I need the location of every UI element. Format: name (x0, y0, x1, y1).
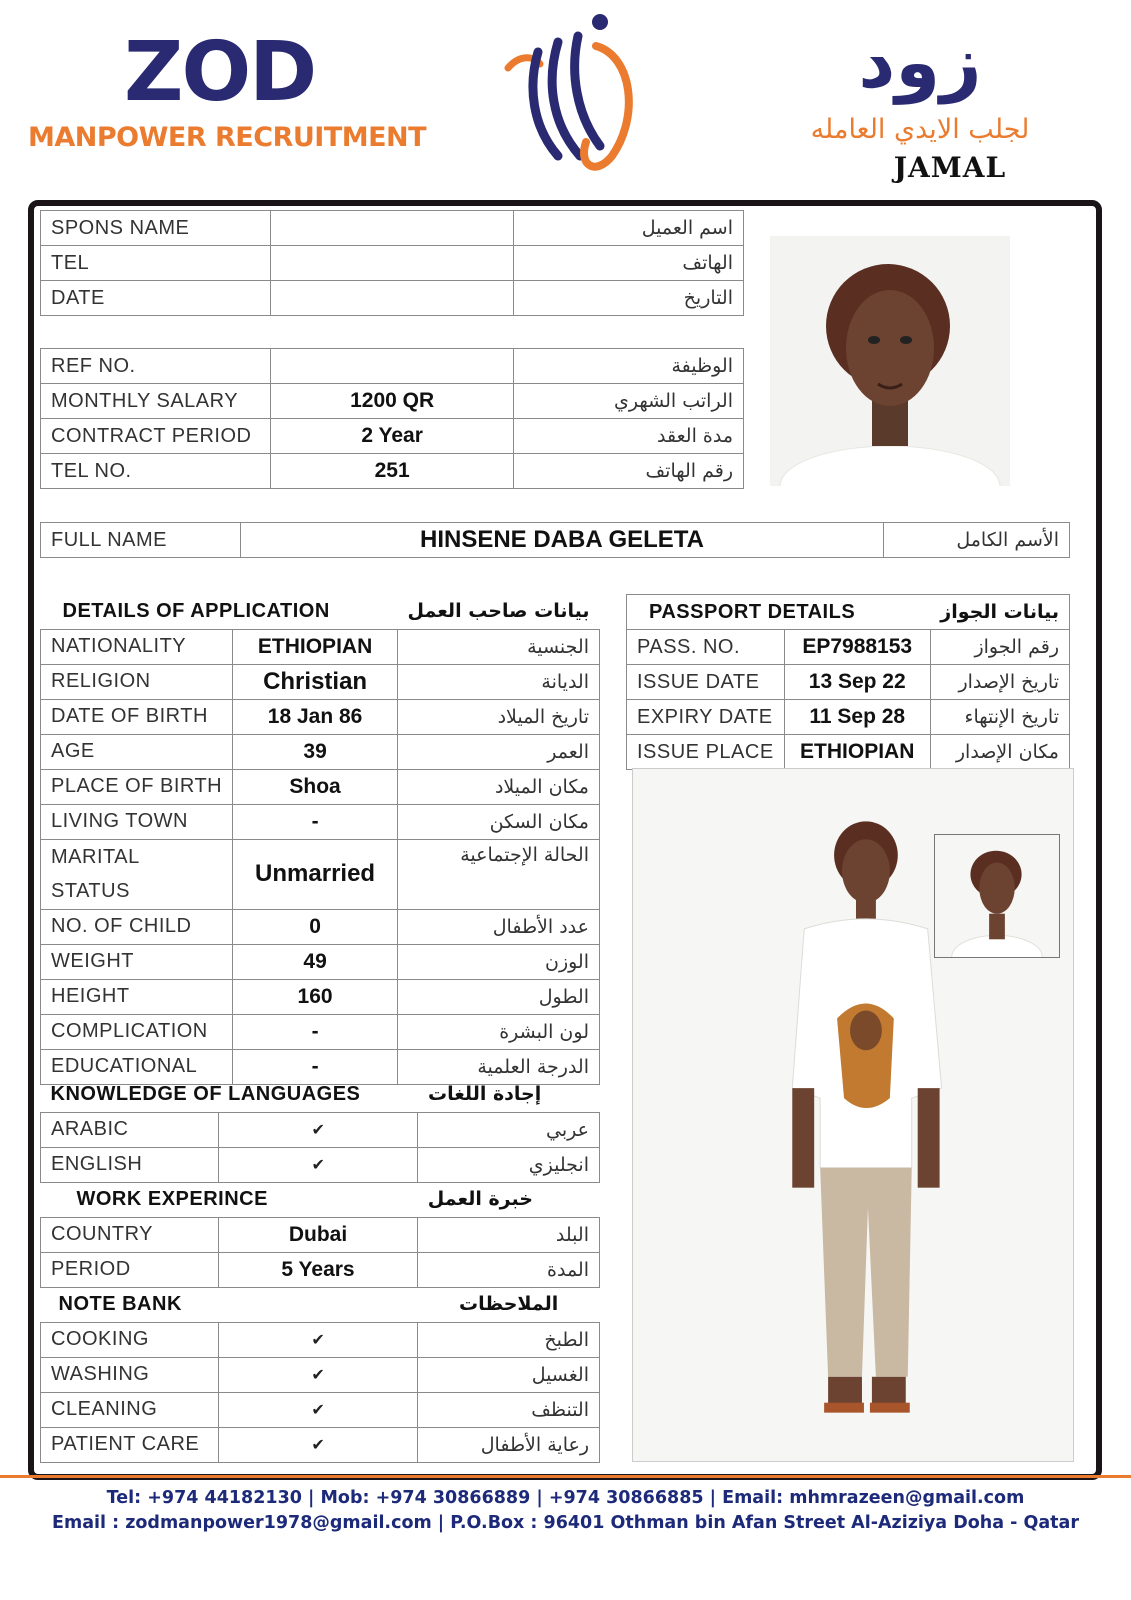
table-row (41, 734, 600, 769)
row-label-ar: مكان السكن (398, 804, 600, 839)
row-value: EP7988153 (784, 630, 930, 665)
row-label: CLEANING (41, 1392, 219, 1427)
section-header (627, 595, 1070, 630)
row-value (270, 349, 513, 384)
table-row (41, 349, 744, 384)
brand-en-subtitle: MANPOWER RECRUITMENT (28, 122, 427, 153)
row-label: NO. OF CHILD (41, 909, 233, 944)
row-value (270, 281, 513, 316)
table-row (41, 454, 744, 489)
check-icon: ✔ (218, 1427, 417, 1462)
application-title: DETAILS OF APPLICATION (62, 599, 330, 622)
row-value: 2 Year (270, 419, 513, 454)
row-label: SPONS NAME (41, 211, 271, 246)
footer-address-line: Email : zodmanpower1978@gmail.com | P.O.Box : 96401 Othman bin Afan Street Al-Aziziya Doha - Qatar (52, 1513, 1079, 1533)
table-row (41, 1392, 600, 1427)
row-label-ar: انجليزي (418, 1147, 600, 1182)
check-icon: ✔ (218, 1392, 417, 1427)
row-label-ar: عربي (418, 1112, 600, 1147)
row-label: AGE (41, 734, 233, 769)
row-label-ar: عدد الأطفال (398, 909, 600, 944)
table-row (41, 944, 600, 979)
languages-title-ar: إجادة اللغات (427, 1083, 542, 1106)
row-value: Christian (233, 664, 398, 699)
row-label: ISSUE DATE (627, 665, 785, 700)
row-label: ARABIC (41, 1112, 219, 1147)
languages-table (40, 1077, 600, 1183)
check-icon: ✔ (218, 1322, 417, 1357)
row-label: TEL (41, 246, 271, 281)
row-label-ar: اسم العميل (514, 211, 744, 246)
table-row (41, 523, 1070, 558)
row-label: COOKING (41, 1322, 219, 1357)
table-row (41, 1427, 600, 1462)
brand-en-title: ZOD (124, 25, 316, 120)
notes-table (40, 1287, 600, 1463)
table-row (41, 804, 600, 839)
check-icon: ✔ (218, 1147, 418, 1182)
row-value: ETHIOPIAN (233, 629, 398, 664)
brand-person-name: JAMAL (893, 151, 1007, 184)
table-row (41, 281, 744, 316)
row-label-ar: الغسيل (418, 1357, 600, 1392)
row-value: Shoa (233, 769, 398, 804)
row-value: 0 (233, 909, 398, 944)
row-value: 160 (233, 979, 398, 1014)
table-row (41, 246, 744, 281)
row-label-ar: الهاتف (514, 246, 744, 281)
row-label: HEIGHT (41, 979, 233, 1014)
row-label: NATIONALITY (41, 629, 233, 664)
table-row (41, 909, 600, 944)
table-row (41, 211, 744, 246)
portrait-photo (770, 236, 1010, 486)
row-value: 5 Years (218, 1252, 418, 1287)
row-label-ar: الطول (398, 979, 600, 1014)
brand-en-logo (28, 25, 427, 153)
section-header (41, 1287, 600, 1322)
full-name-value: HINSENE DABA GELETA (240, 523, 883, 558)
row-label-ar: البلد (418, 1217, 600, 1252)
row-label-ar: الجنسية (398, 629, 600, 664)
row-label: MONTHLY SALARY (41, 384, 271, 419)
row-value: 39 (233, 734, 398, 769)
brand-ar-title: زود (858, 20, 982, 104)
table-row (41, 1112, 600, 1147)
table-row (627, 700, 1070, 735)
row-value: - (233, 1049, 398, 1084)
row-label-ar: الحالة الإجتماعية (398, 839, 600, 909)
table-row (41, 629, 600, 664)
passport-title-ar: بيانات الجواز (930, 595, 1069, 630)
passport-photo (934, 834, 1060, 958)
section-header (41, 1077, 600, 1112)
check-icon: ✔ (218, 1112, 418, 1147)
section-header (41, 1182, 600, 1217)
table-row (41, 1147, 600, 1182)
table-row (41, 699, 600, 734)
row-label-ar: العمر (398, 734, 600, 769)
full-name-table (40, 522, 1070, 558)
experience-title: WORK EXPERINCE (76, 1187, 268, 1210)
table-row (627, 735, 1070, 770)
row-label: WASHING (41, 1357, 219, 1392)
table-row (41, 1357, 600, 1392)
row-value: - (233, 804, 398, 839)
passport-table (626, 594, 1070, 770)
row-value: - (233, 1014, 398, 1049)
table-row (41, 419, 744, 454)
row-label: COMPLICATION (41, 1014, 233, 1049)
sponsor-table (40, 210, 744, 316)
row-label: DATE OF BIRTH (41, 699, 233, 734)
row-label-ar: تاريخ الميلاد (398, 699, 600, 734)
row-label: WEIGHT (41, 944, 233, 979)
footer-contact-line: Tel: +974 44182130 | Mob: +974 30866889 | +974 30866885 | Email: mhmrazeen@gmail.com (106, 1488, 1025, 1508)
row-label-ar: التاريخ (514, 281, 744, 316)
row-label-ar: التنظف (418, 1392, 600, 1427)
passport-title: PASSPORT DETAILS (627, 595, 931, 630)
row-label: PASS. NO. (627, 630, 785, 665)
table-row (627, 665, 1070, 700)
row-label: DATE (41, 281, 271, 316)
languages-title: KNOWLEDGE OF LANGUAGES (50, 1082, 361, 1105)
table-row (41, 1217, 600, 1252)
table-row (41, 384, 744, 419)
row-label: ENGLISH (41, 1147, 219, 1182)
row-label: CONTRACT PERIOD (41, 419, 271, 454)
row-value: 251 (270, 454, 513, 489)
contract-table (40, 348, 744, 489)
experience-table (40, 1182, 600, 1288)
table-row (41, 979, 600, 1014)
row-label: PERIOD (41, 1252, 219, 1287)
table-row (41, 1322, 600, 1357)
row-label-ar: الراتب الشهري (514, 384, 744, 419)
row-label-ar: مدة العقد (514, 419, 744, 454)
row-label-ar: رقم الهاتف (514, 454, 744, 489)
row-label: RELIGION (41, 664, 233, 699)
row-label-ar: مكان الميلاد (398, 769, 600, 804)
cv-frame (28, 200, 1102, 1480)
row-value: Dubai (218, 1217, 418, 1252)
row-label: EDUCATIONAL (41, 1049, 233, 1084)
row-value: 49 (233, 944, 398, 979)
table-row (41, 1014, 600, 1049)
row-value: 18 Jan 86 (233, 699, 398, 734)
application-table (40, 594, 600, 1085)
row-label: MARITAL STATUS (41, 839, 233, 909)
footer-divider (0, 1475, 1131, 1478)
row-label-ar: تاريخ الإصدار (930, 665, 1069, 700)
experience-title-ar: خبرة العمل (427, 1188, 533, 1211)
row-label-ar: تاريخ الإنتهاء (930, 700, 1069, 735)
row-value: Unmarried (233, 839, 398, 909)
row-label-ar: رقم الجواز (930, 630, 1069, 665)
row-label: COUNTRY (41, 1217, 219, 1252)
row-label: EXPIRY DATE (627, 700, 785, 735)
row-label-ar: الديانة (398, 664, 600, 699)
brand-ar-subtitle: لجلب الايدي العامله (810, 114, 1030, 145)
row-value (270, 211, 513, 246)
row-value: 11 Sep 28 (784, 700, 930, 735)
row-label-ar: الوظيفة (514, 349, 744, 384)
full-name-label: FULL NAME (41, 523, 241, 558)
row-label: ISSUE PLACE (627, 735, 785, 770)
row-value (270, 246, 513, 281)
row-label-ar: الدرجة العلمية (398, 1049, 600, 1084)
row-label-ar: الوزن (398, 944, 600, 979)
notes-title: NOTE BANK (58, 1292, 182, 1315)
row-value: 13 Sep 22 (784, 665, 930, 700)
notes-title-ar: الملاحظات (458, 1293, 559, 1316)
row-label: PLACE OF BIRTH (41, 769, 233, 804)
row-value: ETHIOPIAN (784, 735, 930, 770)
table-row (627, 630, 1070, 665)
table-row (41, 1252, 600, 1287)
zod-logo-icon (500, 6, 670, 176)
table-row (41, 664, 600, 699)
table-row (41, 769, 600, 804)
table-row (41, 839, 600, 909)
row-label-ar: المدة (418, 1252, 600, 1287)
row-label-ar: لون البشرة (398, 1014, 600, 1049)
section-header (41, 594, 600, 629)
row-label: PATIENT CARE (41, 1427, 219, 1462)
check-icon: ✔ (218, 1357, 417, 1392)
row-value: 1200 QR (270, 384, 513, 419)
full-name-label-ar: الأسم الكامل (884, 523, 1070, 558)
row-label-ar: الطبخ (418, 1322, 600, 1357)
row-label-ar: مكان الإصدار (930, 735, 1069, 770)
row-label: LIVING TOWN (41, 804, 233, 839)
application-title-ar: بيانات صاحب العمل (407, 600, 590, 623)
row-label: REF NO. (41, 349, 271, 384)
brand-ar-logo (750, 20, 1090, 184)
row-label: TEL NO. (41, 454, 271, 489)
footer (0, 1486, 1131, 1536)
row-label-ar: رعاية الأطفال (418, 1427, 600, 1462)
